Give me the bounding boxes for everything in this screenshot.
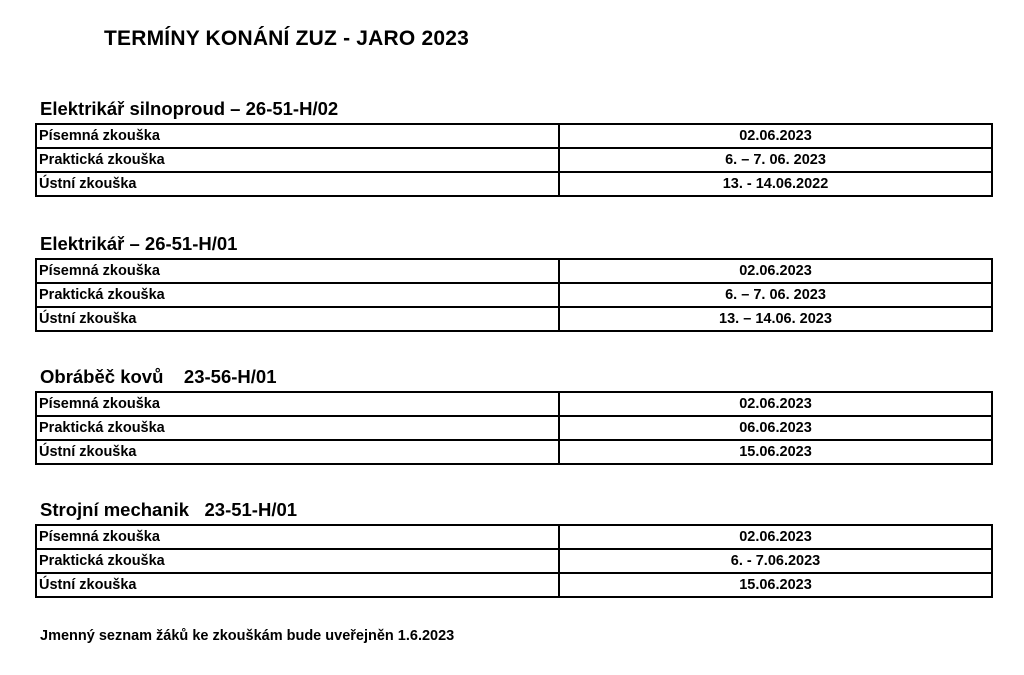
exam-name-cell: Praktická zkouška bbox=[36, 148, 559, 172]
exam-schedule-table bbox=[35, 524, 993, 598]
exam-schedule-table bbox=[35, 258, 993, 332]
footer-note: Jmenný seznam žáků ke zkouškám bude uveřejněn 1.6.2023 bbox=[40, 628, 455, 644]
table-row bbox=[36, 259, 992, 283]
exam-date-cell: 02.06.2023 bbox=[559, 392, 992, 416]
section-strojni-mechanik bbox=[35, 499, 993, 598]
exam-name-cell: Praktická zkouška bbox=[36, 283, 559, 307]
exam-name-cell: Písemná zkouška bbox=[36, 392, 559, 416]
section-elektrikar bbox=[35, 233, 993, 332]
exam-date-cell: 15.06.2023 bbox=[559, 573, 992, 597]
exam-schedule-table bbox=[35, 123, 993, 197]
table-row bbox=[36, 549, 992, 573]
table-row bbox=[36, 283, 992, 307]
section-heading: Elektrikář – 26-51-H/01 bbox=[40, 233, 238, 254]
exam-date-cell: 06.06.2023 bbox=[559, 416, 992, 440]
exam-date-cell: 02.06.2023 bbox=[559, 124, 992, 148]
table-row bbox=[36, 172, 992, 196]
exam-name-cell: Písemná zkouška bbox=[36, 124, 559, 148]
exam-name-cell: Ústní zkouška bbox=[36, 307, 559, 331]
table-row bbox=[36, 525, 992, 549]
exam-date-cell: 02.06.2023 bbox=[559, 259, 992, 283]
section-elektrikar-silnoproud bbox=[35, 98, 993, 197]
exam-name-cell: Praktická zkouška bbox=[36, 416, 559, 440]
exam-schedule-table bbox=[35, 391, 993, 465]
table-row bbox=[36, 573, 992, 597]
exam-date-cell: 6. – 7. 06. 2023 bbox=[559, 283, 992, 307]
table-row bbox=[36, 440, 992, 464]
exam-date-cell: 15.06.2023 bbox=[559, 440, 992, 464]
section-heading: Elektrikář silnoproud – 26-51-H/02 bbox=[40, 98, 339, 119]
exam-name-cell: Písemná zkouška bbox=[36, 525, 559, 549]
table-row bbox=[36, 416, 992, 440]
page-title: TERMÍNY KONÁNÍ ZUZ - JARO 2023 bbox=[104, 27, 469, 50]
exam-name-cell: Ústní zkouška bbox=[36, 573, 559, 597]
exam-date-cell: 6. – 7. 06. 2023 bbox=[559, 148, 992, 172]
exam-date-cell: 13. - 14.06.2022 bbox=[559, 172, 992, 196]
exam-name-cell: Ústní zkouška bbox=[36, 440, 559, 464]
exam-name-cell: Písemná zkouška bbox=[36, 259, 559, 283]
table-row bbox=[36, 307, 992, 331]
table-row bbox=[36, 148, 992, 172]
exam-name-cell: Ústní zkouška bbox=[36, 172, 559, 196]
exam-date-cell: 6. - 7.06.2023 bbox=[559, 549, 992, 573]
exam-name-cell: Praktická zkouška bbox=[36, 549, 559, 573]
exam-date-cell: 02.06.2023 bbox=[559, 525, 992, 549]
section-heading: Strojní mechanik 23-51-H/01 bbox=[40, 499, 298, 520]
table-row bbox=[36, 124, 992, 148]
section-heading: Obráběč kovů 23-56-H/01 bbox=[40, 366, 277, 387]
exam-date-cell: 13. – 14.06. 2023 bbox=[559, 307, 992, 331]
section-obrabec-kovu bbox=[35, 366, 993, 465]
table-row bbox=[36, 392, 992, 416]
